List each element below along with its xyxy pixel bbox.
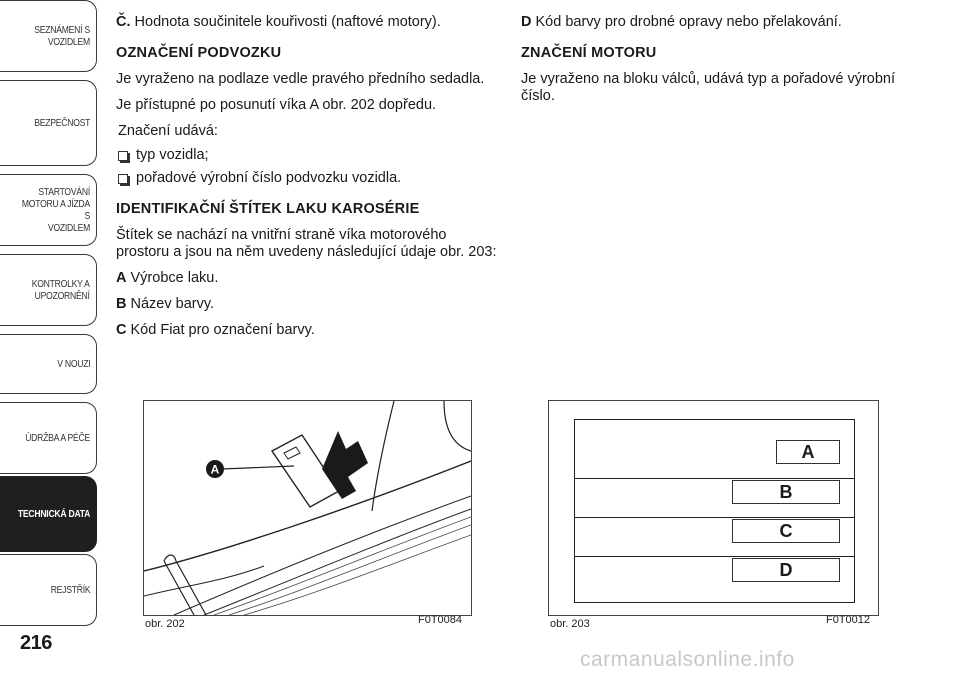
heading-paint-label: IDENTIFIKAČNÍ ŠTÍTEK LAKU KAROSÉRIE: [116, 201, 420, 217]
floor-cover-illustration: [144, 401, 471, 615]
tab-technicka-data[interactable]: [0, 476, 97, 552]
figure-203: [548, 400, 879, 616]
item-text: Výrobce laku.: [130, 270, 219, 286]
item-c-hacek: [116, 14, 500, 31]
tab-label: ÚDRŽBA A PÉČE: [25, 432, 90, 444]
plate-field-d: D: [732, 558, 840, 582]
figure-caption: obr. 203: [550, 618, 590, 630]
item-letter: C: [116, 322, 127, 338]
item-text: Název barvy.: [130, 296, 215, 312]
list-item: pořadové výrobní číslo podvozku vozidla.: [116, 170, 500, 187]
item-c: [116, 322, 500, 339]
paragraph: Je vyraženo na bloku válců, udává typ a pořadové výrobní číslo.: [521, 71, 896, 104]
heading-chassis: OZNAČENÍ PODVOZKU: [116, 45, 282, 61]
tab-label: TECHNICKÁ DATA: [17, 508, 90, 520]
paint-label-plate: [574, 419, 855, 603]
callout-a-label: A: [210, 462, 220, 477]
tab-bezpecnost[interactable]: [0, 80, 97, 166]
tab-label: V NOUZI: [56, 358, 90, 370]
tab-udrzba[interactable]: [0, 402, 97, 474]
tab-label: REJSTŘÍK: [50, 584, 90, 596]
plate-field-b: B: [732, 480, 840, 504]
tab-startovani[interactable]: [0, 174, 97, 246]
item-letter: A: [116, 270, 127, 286]
figure-202: [143, 400, 472, 616]
watermark-text: carmanualsonline.info: [580, 648, 795, 671]
item-d: [521, 14, 901, 31]
heading-engine: ZNAČENÍ MOTORU: [521, 45, 657, 61]
paragraph: Je vyraženo na podlaze vedle pravého předního sedadla.: [116, 71, 485, 87]
figure-caption: obr. 202: [145, 618, 185, 630]
item-letter: D: [521, 14, 532, 30]
tab-seznameni[interactable]: [0, 0, 97, 72]
plate-field-a: A: [776, 440, 840, 464]
right-column: [521, 14, 901, 114]
item-a: [116, 270, 500, 287]
tab-label: STARTOVÁNÍ MOTORU A JÍZDA S VOZIDLEM: [21, 186, 90, 234]
tab-rejstrik[interactable]: [0, 554, 97, 626]
tab-label: SEZNÁMENÍ S VOZIDLEM: [34, 24, 90, 48]
tab-label: BEZPEČNOST: [34, 117, 90, 129]
paragraph: Je přístupné po posunutí víka A obr. 202 dopředu.: [116, 97, 437, 113]
item-text: Kód Fiat pro označení barvy.: [130, 322, 315, 338]
figure-code: F0T0012: [826, 614, 871, 626]
item-b: [116, 296, 500, 313]
figure-code: F0T0084: [418, 614, 463, 626]
paragraph: Značení udává:: [118, 123, 218, 139]
item-text: Kód barvy pro drobné opravy nebo přelakování.: [535, 14, 842, 30]
item-letter: Č.: [116, 14, 131, 30]
left-column: [116, 14, 500, 348]
chapter-tab-rail: [0, 0, 100, 678]
list-item: typ vozidla;: [116, 147, 500, 164]
item-letter: B: [116, 296, 127, 312]
tab-v-nouzi[interactable]: [0, 334, 97, 394]
paragraph: Štítek se nachází na vnitřní straně víka motorového prostoru a jsou na něm uvedeny následující údaje obr. 203:: [116, 227, 497, 260]
plate-field-c: C: [732, 519, 840, 543]
bullet-list: [116, 147, 500, 187]
page-number: 216: [20, 632, 52, 654]
item-text: Hodnota součinitele kouřivosti (naftové motory).: [134, 14, 441, 30]
tab-kontrolky[interactable]: [0, 254, 97, 326]
tab-label: KONTROLKY A UPOZORNĚNÍ: [32, 278, 90, 302]
